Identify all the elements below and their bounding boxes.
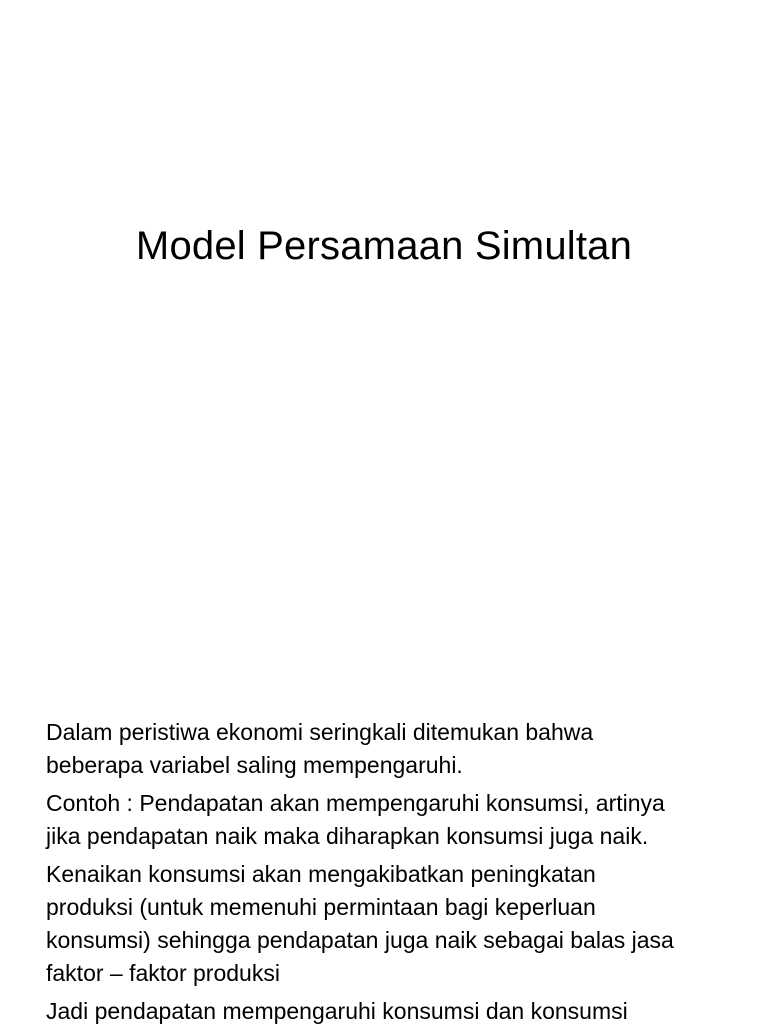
text-line: jika pendapatan naik maka diharapkan konsumsi juga naik. — [46, 823, 649, 849]
text-line: Dalam peristiwa ekonomi seringkali ditemukan bahwa — [46, 719, 594, 745]
paragraph-3 — [46, 858, 746, 990]
slide-body — [46, 716, 746, 1033]
paragraph-1 — [46, 716, 746, 782]
text-line: faktor – faktor produksi — [46, 960, 280, 986]
text-line: produksi (untuk memenuhi permintaan bagi keperluan — [46, 894, 596, 920]
text-line: Kenaikan konsumsi akan mengakibatkan peningkatan — [46, 861, 596, 887]
text-line: Jadi pendapatan mempengaruhi konsumsi dan konsumsi — [46, 998, 628, 1024]
paragraph-4 — [46, 995, 746, 1028]
paragraph-2 — [46, 787, 746, 853]
text-line: Contoh : Pendapatan akan mempengaruhi konsumsi, artinya — [46, 790, 665, 816]
slide-title: Model Persamaan Simultan — [135, 224, 633, 268]
text-line: konsumsi) sehingga pendapatan juga naik sebagai balas jasa — [46, 927, 674, 953]
text-line: beberapa variabel saling mempengaruhi. — [46, 752, 463, 778]
